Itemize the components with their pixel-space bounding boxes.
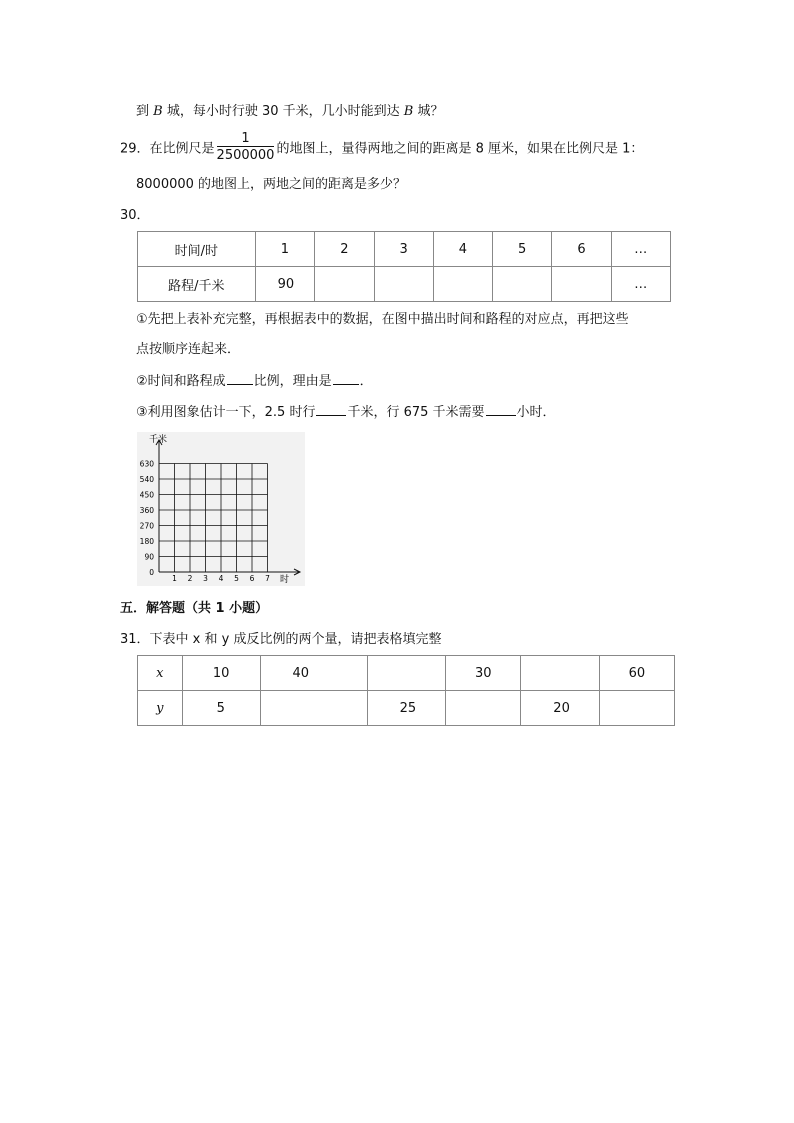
table-cell-empty[interactable] xyxy=(446,691,521,726)
table-cell: 90 xyxy=(255,267,315,302)
table-row xyxy=(138,267,671,302)
q30-number: 30． xyxy=(120,208,150,223)
q28-text xyxy=(136,103,443,121)
table-cell: 10 xyxy=(182,656,260,691)
q30-step-2 xyxy=(136,372,373,391)
q29-prefix: 29．在比例尺是 xyxy=(120,141,215,157)
q29-text: 的地图上，量得两地之间的距离是 8 厘米，如果在比例尺是 1： xyxy=(276,141,644,157)
y-tick-label: 450 xyxy=(139,490,154,500)
table-row xyxy=(138,232,671,267)
table-cell-empty[interactable] xyxy=(315,267,374,302)
table-cell-empty[interactable] xyxy=(552,267,611,302)
table-row xyxy=(138,656,675,691)
fraction-denominator: 2500000 xyxy=(216,148,275,163)
q30-step-1-line-1: ①先把上表补充完整，再根据表中的数据，在图中描出时间和路程的对应点，再把这些 xyxy=(136,312,629,327)
y-tick-label: 180 xyxy=(139,537,154,546)
table-cell-empty[interactable] xyxy=(433,267,492,302)
x-axis-unit: 时 xyxy=(280,575,290,585)
table-cell: 4 xyxy=(433,232,492,267)
table-cell: 30 xyxy=(446,656,521,691)
q31-table xyxy=(137,655,675,726)
table-cell: x xyxy=(138,656,183,691)
table-cell: 5 xyxy=(493,232,552,267)
q29-scale-fraction xyxy=(217,131,275,163)
q28-text-part: 到 xyxy=(136,104,154,119)
answer-blank[interactable] xyxy=(227,372,253,385)
answer-blank[interactable] xyxy=(316,403,346,416)
table-cell: 60 xyxy=(599,656,674,691)
y-tick-label: 90 xyxy=(144,552,154,562)
table-cell: y xyxy=(138,691,183,726)
table-cell: … xyxy=(611,232,670,267)
section-title: 五．解答题（共 1 小题） xyxy=(120,601,269,616)
x-tick-label: 6 xyxy=(249,574,255,583)
table-cell-empty[interactable] xyxy=(493,267,552,302)
q30-grid-figure xyxy=(137,432,305,586)
table-row xyxy=(138,691,675,726)
table-cell-empty[interactable] xyxy=(367,656,446,691)
q30-step-3-text: 小时． xyxy=(516,405,556,420)
x-tick-label: 1 xyxy=(172,574,177,583)
table-cell-empty[interactable] xyxy=(599,691,674,726)
x-tick-label: 2 xyxy=(187,574,193,583)
table-cell: 5 xyxy=(182,691,260,726)
table-cell: 1 xyxy=(255,232,315,267)
q30-step-2-text: 比例，理由是 xyxy=(253,374,332,389)
y-tick-label: 270 xyxy=(139,521,154,531)
table-cell: 3 xyxy=(374,232,433,267)
y-tick-label: 540 xyxy=(139,475,154,484)
x-tick-label: 5 xyxy=(234,574,239,583)
table-cell-empty[interactable] xyxy=(260,691,367,726)
table-cell: 40 xyxy=(260,656,367,691)
q28-city-b: B xyxy=(153,104,163,119)
q30-table xyxy=(137,231,671,302)
q30-step-3 xyxy=(136,403,556,422)
q30-step-3-text: 千米，行 675 千米需要 xyxy=(347,405,485,420)
fraction-numerator: 1 xyxy=(241,131,250,146)
table-cell: 20 xyxy=(521,691,600,726)
q29-line-1 xyxy=(120,133,643,165)
table-cell-empty[interactable] xyxy=(521,656,600,691)
table-cell: 路程/千米 xyxy=(138,267,256,302)
table-cell: 2 xyxy=(315,232,374,267)
table-cell-empty[interactable] xyxy=(374,267,433,302)
q28-city-b: B xyxy=(403,104,414,119)
q29-line-2: 8000000 的地图上，两地之间的距离是多少？ xyxy=(136,177,407,192)
x-tick-label: 3 xyxy=(203,574,208,583)
q30-step-1-line-2: 点按顺序连起来． xyxy=(136,342,241,357)
table-cell: 6 xyxy=(552,232,611,267)
y-tick-label: 0 xyxy=(149,568,154,577)
y-tick-label: 360 xyxy=(139,506,154,515)
table-cell: 时间/时 xyxy=(138,232,256,267)
q30-step-3-text: ③利用图象估计一下，2.5 时行 xyxy=(136,405,316,420)
q30-step-2-text: ． xyxy=(359,374,373,389)
y-tick-label: 630 xyxy=(139,459,154,469)
table-cell: 25 xyxy=(367,691,446,726)
q28-text-part: 城？ xyxy=(413,104,444,119)
q28-text-part: 城，每小时行驶 30 千米，几小时能到达 xyxy=(162,104,404,119)
x-tick-label: 7 xyxy=(265,574,270,583)
y-axis-unit: 千米 xyxy=(149,435,168,445)
answer-blank[interactable] xyxy=(486,403,516,416)
table-cell: … xyxy=(611,267,670,302)
x-tick-label: 4 xyxy=(218,574,224,583)
q30-step-2-text: ②时间和路程成 xyxy=(136,374,226,389)
answer-blank[interactable] xyxy=(333,372,359,385)
q31-text: 31．下表中 x 和 y 成反比例的两个量，请把表格填完整 xyxy=(120,632,442,647)
